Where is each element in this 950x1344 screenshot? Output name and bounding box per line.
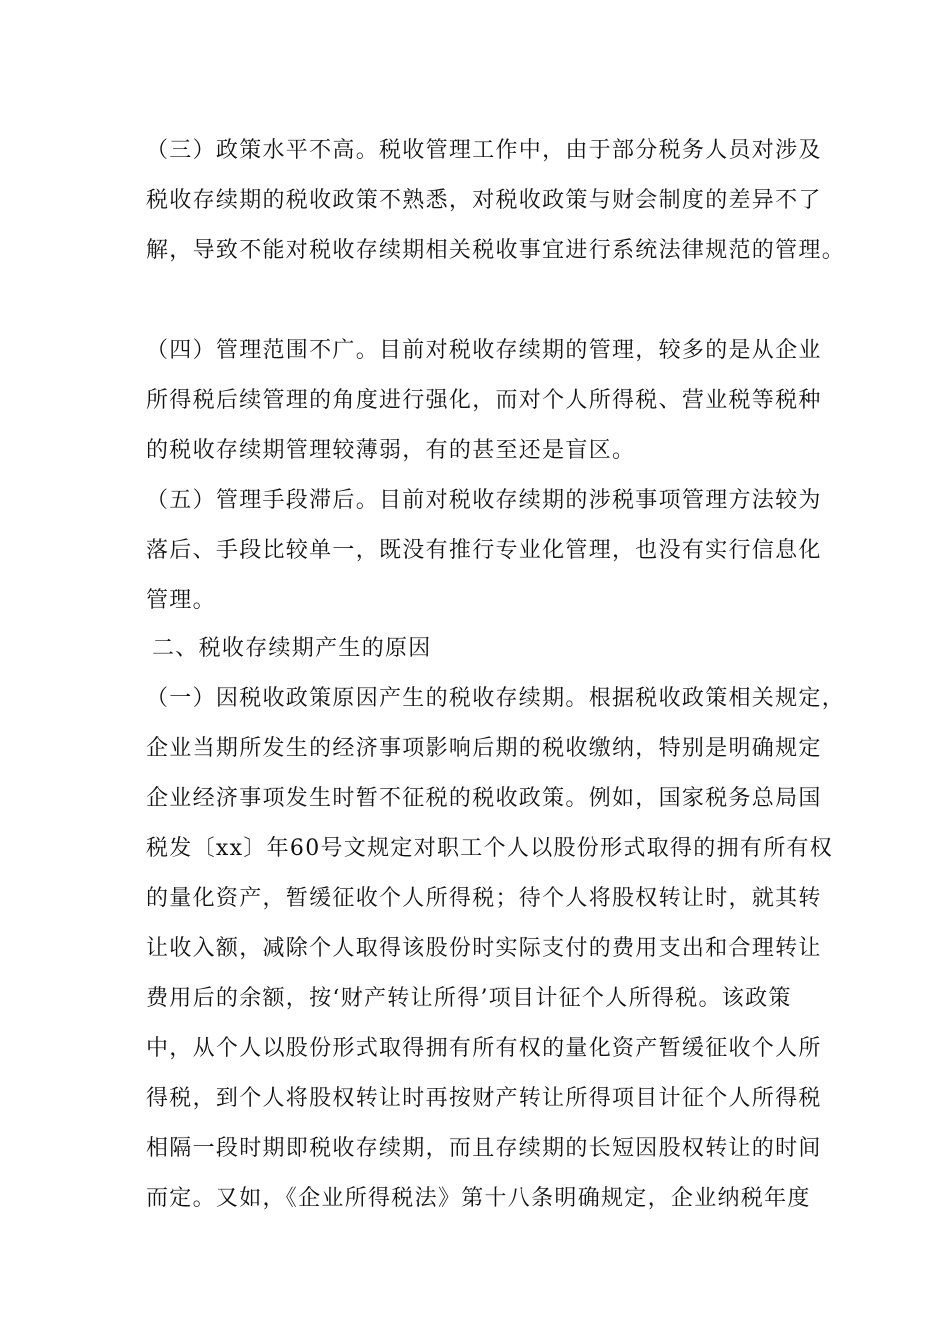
paragraph-6-line-6: 让收入额，减除个人取得该股份时实际支付的费用支出和合理转让	[146, 936, 822, 961]
paragraph-5-line-2: 落后、手段比较单一，既没有推行专业化管理，也没有实行信息化	[146, 538, 822, 563]
paragraph-6-line-5: 的量化资产，暂缓征收个人所得税；待个人将股权转让时，就其转	[146, 886, 822, 911]
paragraph-6-line-8: 中，从个人以股份形式取得拥有所有权的量化资产暂缓征收个人所	[146, 1036, 822, 1061]
paragraph-5-line-1: （五）管理手段滞后。目前对税收存续期的涉税事项管理方法较为	[146, 488, 822, 513]
paragraph-6-line-11: 而定。又如，《企业所得税法》第十八条明确规定，企业纳税年度	[146, 1186, 811, 1211]
paragraph-4-line-3: 的税收存续期管理较薄弱，有的甚至还是盲区。	[146, 438, 636, 463]
paragraph-4-line-1: （四）管理范围不广。目前对税收存续期的管理，较多的是从企业	[146, 338, 822, 363]
paragraph-3-line-1: （三）政策水平不高。税收管理工作中，由于部分税务人员对涉及	[146, 138, 822, 163]
paragraph-6-line-1: （一）因税收政策原因产生的税收存续期。根据税收政策相关规定，	[146, 686, 846, 711]
paragraph-6-line-2: 企业当期所发生的经济事项影响后期的税收缴纳，特别是明确规定	[146, 736, 822, 761]
section-heading: 二、税收存续期产生的原因	[152, 636, 432, 661]
paragraph-3-line-2: 税收存续期的税收政策不熟悉，对税收政策与财会制度的差异不了	[146, 188, 822, 213]
paragraph-4-line-2: 所得税后续管理的角度进行强化，而对个人所得税、营业税等税种	[146, 388, 822, 413]
paragraph-6-line-4: 税发〔xx〕年60号文规定对职工个人以股份形式取得的拥有所有权	[146, 836, 834, 861]
paragraph-3-line-3: 解，导致不能对税收存续期相关税收事宜进行系统法律规范的管理。	[146, 238, 846, 263]
paragraph-6-line-7: 费用后的余额，按‘财产转让所得’项目计征个人所得税。该政策	[146, 986, 792, 1011]
paragraph-5-line-3: 管理。	[146, 588, 216, 613]
paragraph-6-line-9: 得税，到个人将股权转让时再按财产转让所得项目计征个人所得税	[146, 1086, 822, 1111]
paragraph-6-line-3: 企业经济事项发生时暂不征税的税收政策。例如，国家税务总局国	[146, 786, 822, 811]
paragraph-6-line-10: 相隔一段时期即税收存续期，而且存续期的长短因股权转让的时间	[146, 1136, 822, 1161]
